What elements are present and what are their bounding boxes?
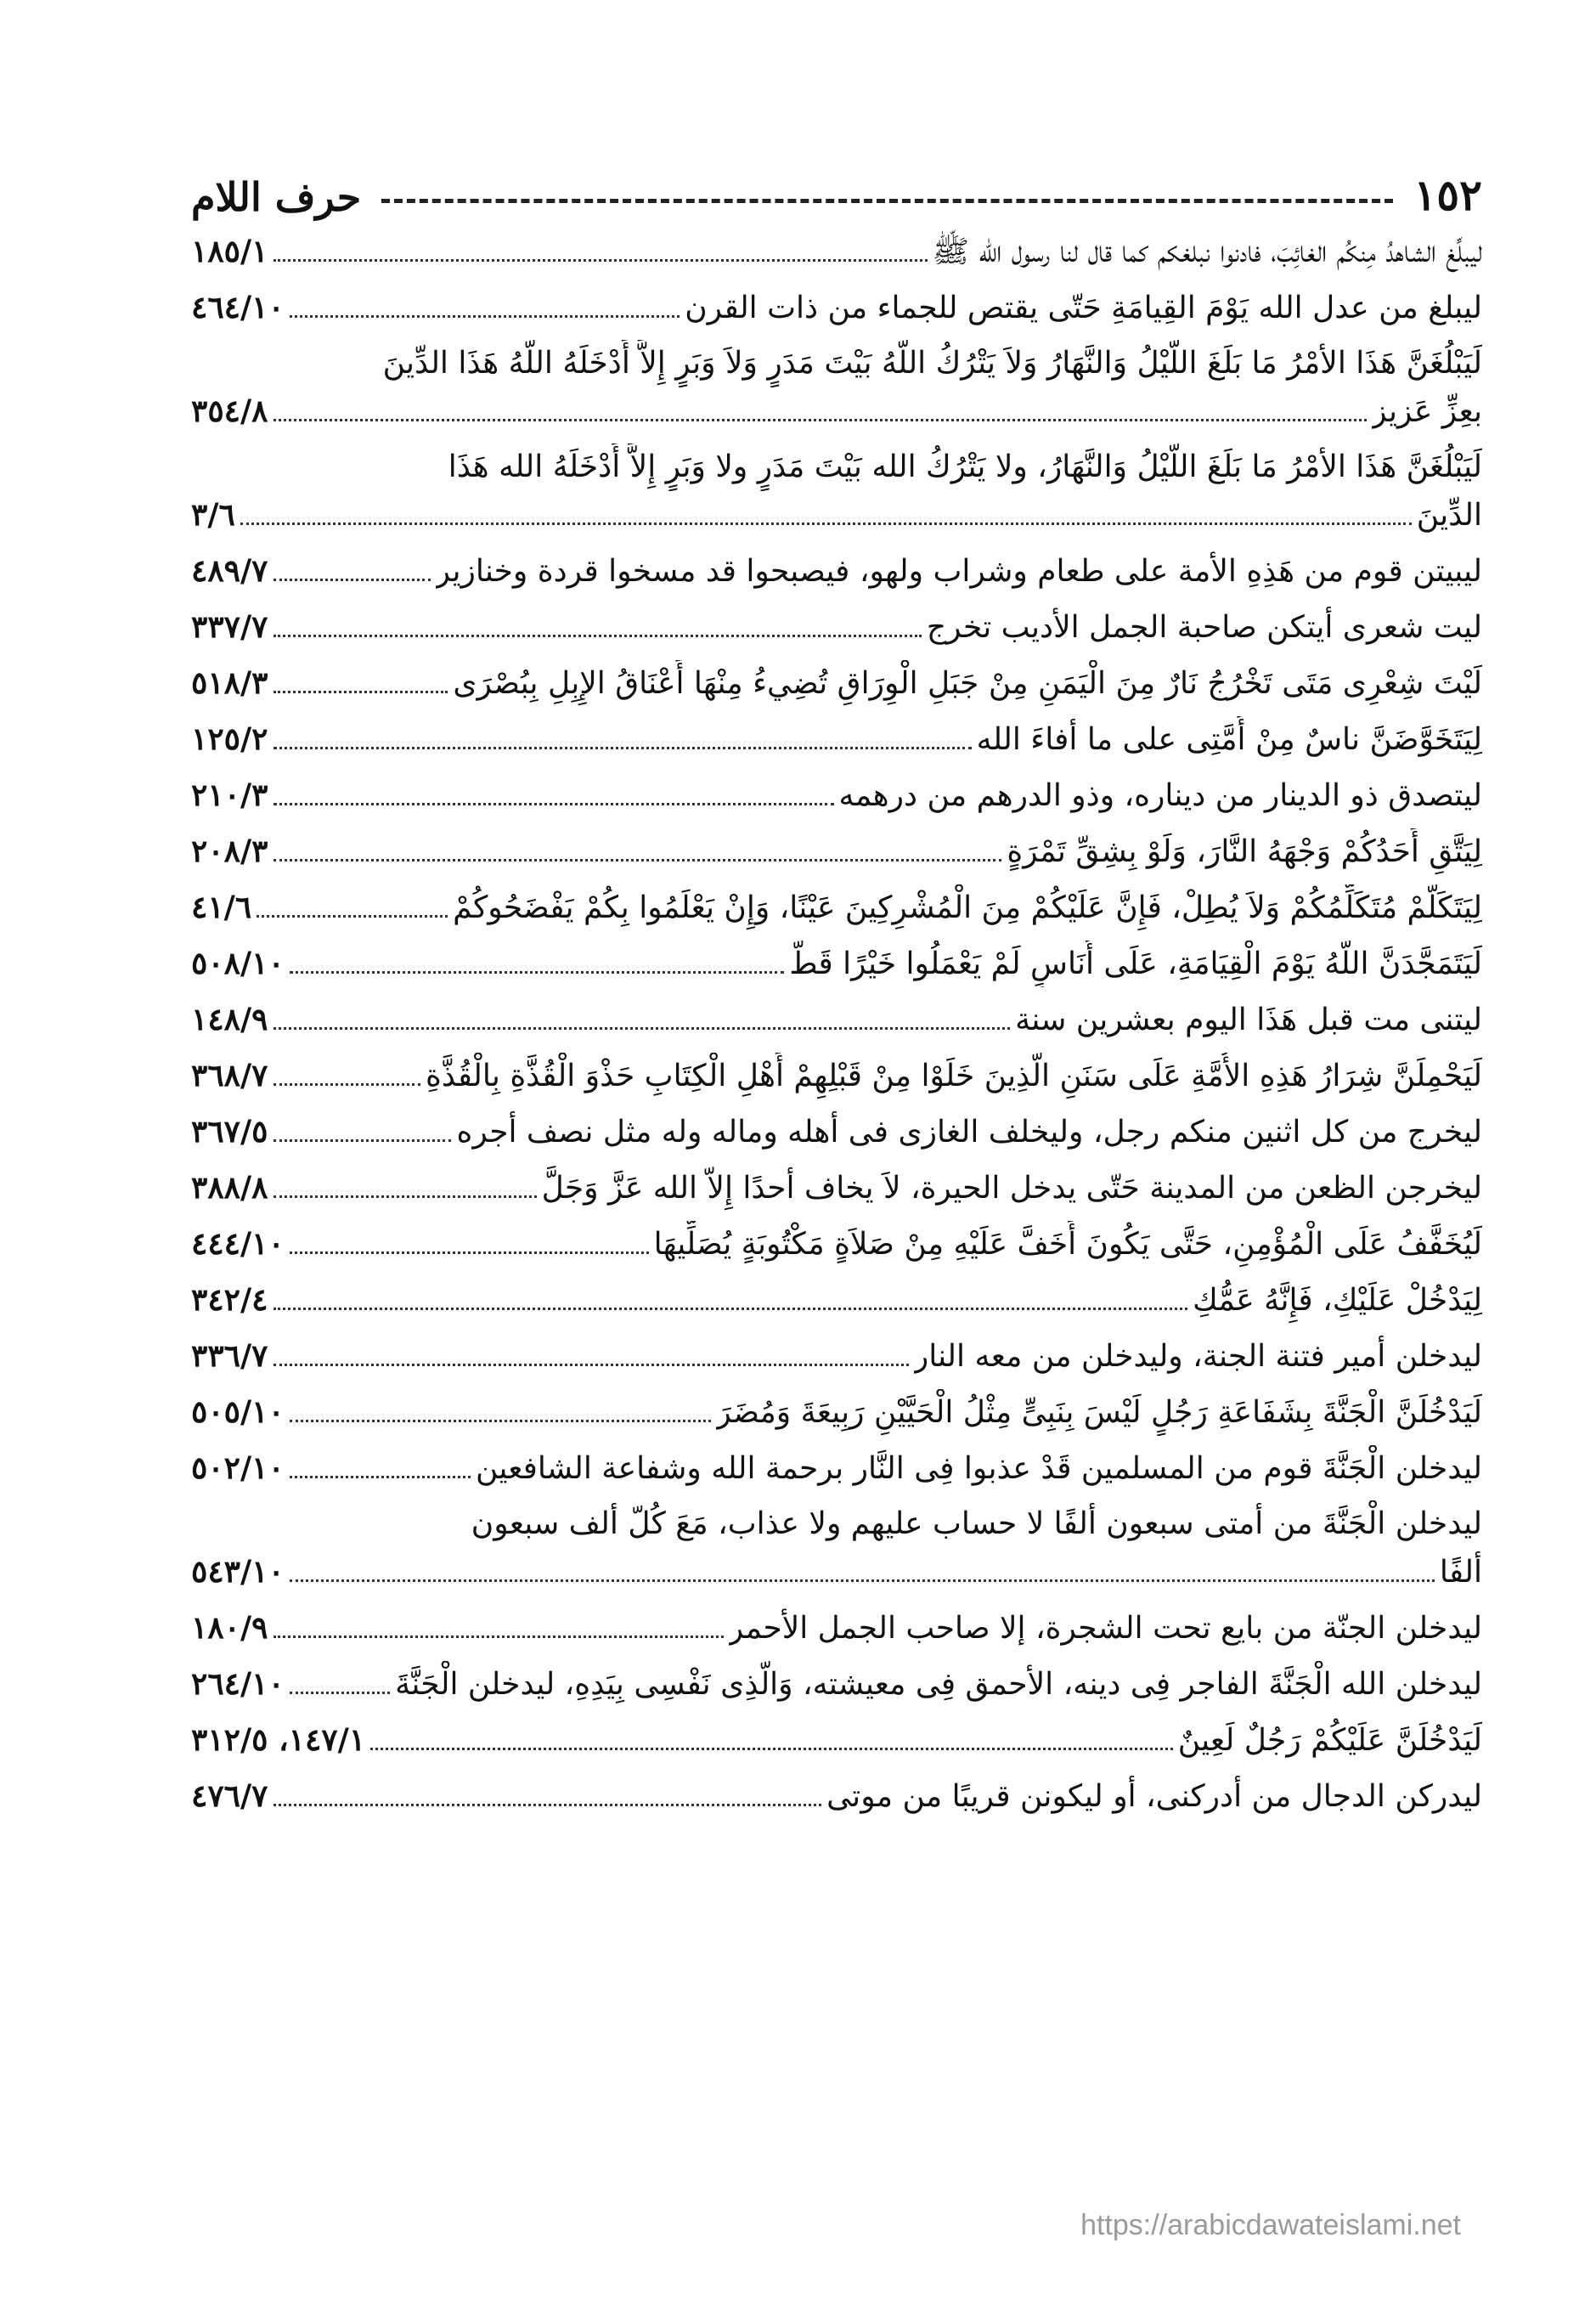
entry-reference: ٤٧٦/٧ — [191, 1778, 268, 1814]
dotted-leader — [290, 1476, 471, 1478]
index-entry — [191, 1276, 1482, 1324]
entry-reference: ٣٦٧/٥ — [191, 1114, 268, 1150]
page-number: ١٥٢ — [1413, 170, 1482, 220]
entry-reference: ٣٣٦/٧ — [191, 1338, 268, 1374]
entry-reference: ٢١٠/٣ — [191, 777, 268, 813]
entry-reference: ٥٠٥/١٠ — [191, 1394, 285, 1430]
entry-text-continued: بعِزِّ عَزيز — [1372, 394, 1482, 429]
entry-reference: ٣٦٨/٧ — [191, 1058, 268, 1093]
dotted-leader — [274, 579, 431, 581]
entry-reference: ٥٠٢/١٠ — [191, 1450, 285, 1486]
index-entry — [191, 659, 1482, 707]
dotted-leader — [290, 1420, 712, 1422]
entry-text: لَيَبْلُغَنَّ هَذَا الأمْرُ مَا بَلَغَ اللَّيْلُ وَالنَّهَارُ وَلاَ يَتْرُكُ اللَّهُ بَيْتَ مَدَرٍ وَلاَ وَبَرٍ إِلاَّ أَدْخَلَهُ اللَّهُ هَذَا الدِّينَ — [382, 346, 1482, 381]
index-entry — [191, 1052, 1482, 1099]
entry-reference: ١٤٨/٩ — [191, 1002, 268, 1037]
entry-text: لِيَدْخُلْ عَلَيْكِ، فَإِنَّهُ عَمُّكِ — [1193, 1283, 1482, 1318]
index-entry — [191, 715, 1482, 763]
entry-reference: ٣/٦ — [191, 497, 235, 533]
entry-reference: ١٤٧/١، ٣١٢/٥ — [191, 1722, 366, 1758]
dotted-leader — [290, 971, 784, 974]
entry-reference: ٥٠٨/١٠ — [191, 946, 285, 981]
index-entry — [191, 547, 1482, 595]
index-entry — [191, 284, 1482, 331]
entry-text: لِيَتَخَوَّضَنَّ ناسٌ مِنْ أُمَّتِى على ما أفاءَ الله — [976, 722, 1482, 757]
entry-text: ليبلِّغ الشاهدُ مِنكُم الغائِبَ، فادنوا نبلغكم كما قال لنا رسول الله ﷺ — [932, 234, 1482, 269]
entry-text: لَيَحْمِلَنَّ شِرَارُ هَذِهِ الأُمَّةِ عَلَى سَنَنِ الَّذِينَ خَلَوْا مِنْ قَبْلِهِمْ أَهْلِ الْكِتَابِ حَذْوَ الْقُذَّةِ بِالْقُذَّةِ — [425, 1059, 1482, 1093]
watermark-url: https://arabicdawateislami.net — [1080, 2209, 1461, 2241]
index-entry — [191, 228, 1482, 275]
section-title: حرف اللام — [191, 174, 362, 220]
dotted-leader — [290, 1692, 390, 1694]
entry-reference: ٥١٨/٣ — [191, 665, 268, 701]
index-entry — [191, 771, 1482, 819]
dotted-leader — [240, 523, 1412, 525]
entry-text: ليبلغ من عدل الله يَوْمَ القِيامَةِ حَتّى يقتص للجماء من ذات القرن — [685, 291, 1482, 325]
dotted-leader — [274, 1804, 822, 1806]
dotted-leader — [274, 635, 922, 637]
entry-text: ليدركن الدجال من أدركنى، أو ليكونن قريبًا من موتى — [826, 1779, 1482, 1814]
index-entry — [191, 1604, 1482, 1652]
index-entry — [191, 340, 1482, 435]
dotted-leader — [257, 915, 448, 918]
entry-text: ليت شعرى أيتكن صاحبة الجمل الأديب تخرج — [926, 610, 1482, 645]
dotted-leader — [274, 259, 928, 262]
index-entry — [191, 603, 1482, 651]
entry-text: لَيَبْلُغَنَّ هَذَا الأمْرُ مَا بَلَغَ اللَّيْلُ وَالنَّهَارُ، ولا يَتْرُكُ الله بَيْتَ مَدَرٍ ولا وَبَرٍ إِلاَّ أَدْخَلَهُ الله هَذَا — [448, 449, 1482, 484]
dotted-leader — [274, 1308, 1188, 1310]
index-entry — [191, 1164, 1482, 1212]
dotted-leader — [274, 803, 834, 805]
dotted-leader — [370, 1748, 1173, 1750]
entry-text: لَيَدْخُلَنَّ عَلَيْكُمْ رَجُلٌ لَعِينٌ — [1177, 1723, 1482, 1758]
dotted-leader — [290, 1251, 649, 1254]
index-entries — [191, 228, 1482, 1828]
entry-reference: ١٢٥/٢ — [191, 721, 268, 757]
entry-reference: ٢٦٤/١٠ — [191, 1666, 285, 1702]
dotted-leader — [274, 419, 1368, 421]
entry-reference: ٣٣٧/٧ — [191, 609, 268, 645]
entry-reference: ٣٥٤/٨ — [191, 393, 268, 429]
entry-text: لَيُخَفَّفُ عَلَى الْمُؤْمِنِ، حَتَّى يَكُونَ أَخَفَّ عَلَيْهِ مِنْ صَلاَةٍ مَكْتُوبَةٍ يُصَلِّيهَا — [653, 1227, 1482, 1262]
index-entry — [191, 1660, 1482, 1708]
index-entry — [191, 1444, 1482, 1492]
dotted-leader — [274, 859, 1002, 862]
index-entry — [191, 1500, 1482, 1596]
index-entry — [191, 443, 1482, 539]
entry-reference: ٤٨٩/٧ — [191, 553, 268, 589]
entry-reference: ١٨٥/١ — [191, 234, 268, 269]
entry-text: ليبيتن قوم من هَذِهِ الأمة على طعام وشراب ولهو، فيصبحوا قد مسخوا قردة وخنازير — [435, 554, 1482, 589]
index-entry — [191, 1220, 1482, 1268]
index-entry — [191, 884, 1482, 931]
entry-text: ليدخلن الله الْجَنَّةَ الفاجر فِى دينه، الأحمق فِى معيشته، وَالَّذِى نَفْسِى بِيَدِهِ، ليدخلن الْجَنَّةَ — [395, 1667, 1482, 1702]
entry-text: لَيَتَمَجَّدَنَّ اللَّهُ يَوْمَ الْقِيَامَةِ، عَلَى أُنَاسٍ لَمْ يَعْمَلُوا خَيْرًا قَطُّ — [789, 946, 1482, 981]
index-entry — [191, 828, 1482, 875]
dotted-leader — [274, 1636, 724, 1638]
entry-text: ليدخلن الْجَنَّةَ من أمتى سبعون ألفًا لا حساب عليهم ولا عذاب، مَعَ كُلّ ألف سبعون — [471, 1506, 1482, 1541]
entry-reference: ٢٠٨/٣ — [191, 833, 268, 869]
dotted-leader — [274, 747, 972, 749]
dotted-leader — [274, 1139, 452, 1142]
index-entry — [191, 1388, 1482, 1436]
entry-reference: ٣٨٨/٨ — [191, 1170, 268, 1206]
header-rule — [381, 199, 1393, 203]
index-entry — [191, 1108, 1482, 1155]
dotted-leader — [274, 1195, 537, 1198]
index-entry — [191, 1716, 1482, 1764]
entry-reference: ٣٤٢/٤ — [191, 1282, 268, 1318]
entry-text: ليدخلن أمير فتنة الجنة، وليدخلن من معه النار — [913, 1339, 1482, 1374]
entry-reference: ٤٦٤/١٠ — [191, 290, 285, 325]
entry-reference: ٥٤٣/١٠ — [191, 1554, 285, 1590]
entry-reference: ١٨٠/٩ — [191, 1610, 268, 1646]
dotted-leader — [290, 315, 680, 318]
entry-text: ليتنى مت قبل هَذَا اليوم بعشرين سنة — [1015, 1003, 1482, 1037]
dotted-leader — [274, 1083, 420, 1086]
entry-text: لِيَتَّقِ أَحَدُكُمْ وَجْهَهُ النَّارَ، وَلَوْ بِشِقِّ تَمْرَةٍ — [1007, 834, 1482, 869]
page-header — [191, 149, 1482, 220]
index-entry — [191, 1332, 1482, 1380]
entry-reference: ٤١/٦ — [191, 890, 252, 925]
dotted-leader — [274, 691, 448, 693]
entry-text: لِيَتَكَلَّمْ مُتَكَلِّمُكُمْ وَلاَ يُطِلْ، فَإِنَّ عَلَيْكُمْ مِنَ الْمُشْرِكِينَ عَيْنًا، وَإِنْ يَعْلَمُوا بِكُمْ يَفْضَحُوكُمْ — [453, 890, 1482, 925]
entry-text: ليدخلن الجنّة من بايع تحت الشجرة، إلا صاحب الجمل الأحمر — [728, 1611, 1482, 1646]
dotted-leader — [274, 1364, 909, 1366]
dotted-leader — [274, 1027, 1011, 1030]
index-entry — [191, 996, 1482, 1043]
entry-text: ليخرج من كل اثنين منكم رجل، وليخلف الغازى فى أهله وماله وله مثل نصف أجره — [456, 1115, 1482, 1150]
entry-text-continued: ألفًا — [1439, 1555, 1482, 1590]
entry-text-continued: الدِّينَ — [1416, 498, 1482, 533]
entry-reference: ٤٤٤/١٠ — [191, 1226, 285, 1262]
dotted-leader — [290, 1579, 1435, 1582]
entry-text: لَيْتَ شِعْرِى مَتَى تَخْرُجُ نَارٌ مِنَ الْيَمَنِ مِنْ جَبَلِ الْوِرَاقِ تُضِيءُ مِنْهَا أَعْنَاقُ الإِبِلِ بِبُصْرَى — [453, 666, 1482, 701]
entry-text: ليتصدق ذو الدينار من ديناره، وذو الدرهم من درهمه — [838, 778, 1482, 813]
entry-text: لَيَدْخُلَنَّ الْجَنَّةَ بِشَفَاعَةِ رَجُلٍ لَيْسَ بِنَبِىٍّ مِثْلُ الْحَيَّيْنِ رَبِيعَةَ وَمُضَرَ — [716, 1395, 1482, 1430]
entry-text: ليدخلن الْجَنَّةَ قوم من المسلمين قَدْ عذبوا فِى النَّار برحمة الله وشفاعة الشافعين — [475, 1451, 1482, 1486]
entry-text: ليخرجن الظعن من المدينة حَتّى يدخل الحيرة، لاَ يخاف أحدًا إِلاّ الله عَزَّ وَجَلَّ — [541, 1171, 1482, 1206]
index-entry — [191, 940, 1482, 987]
index-entry — [191, 1772, 1482, 1820]
